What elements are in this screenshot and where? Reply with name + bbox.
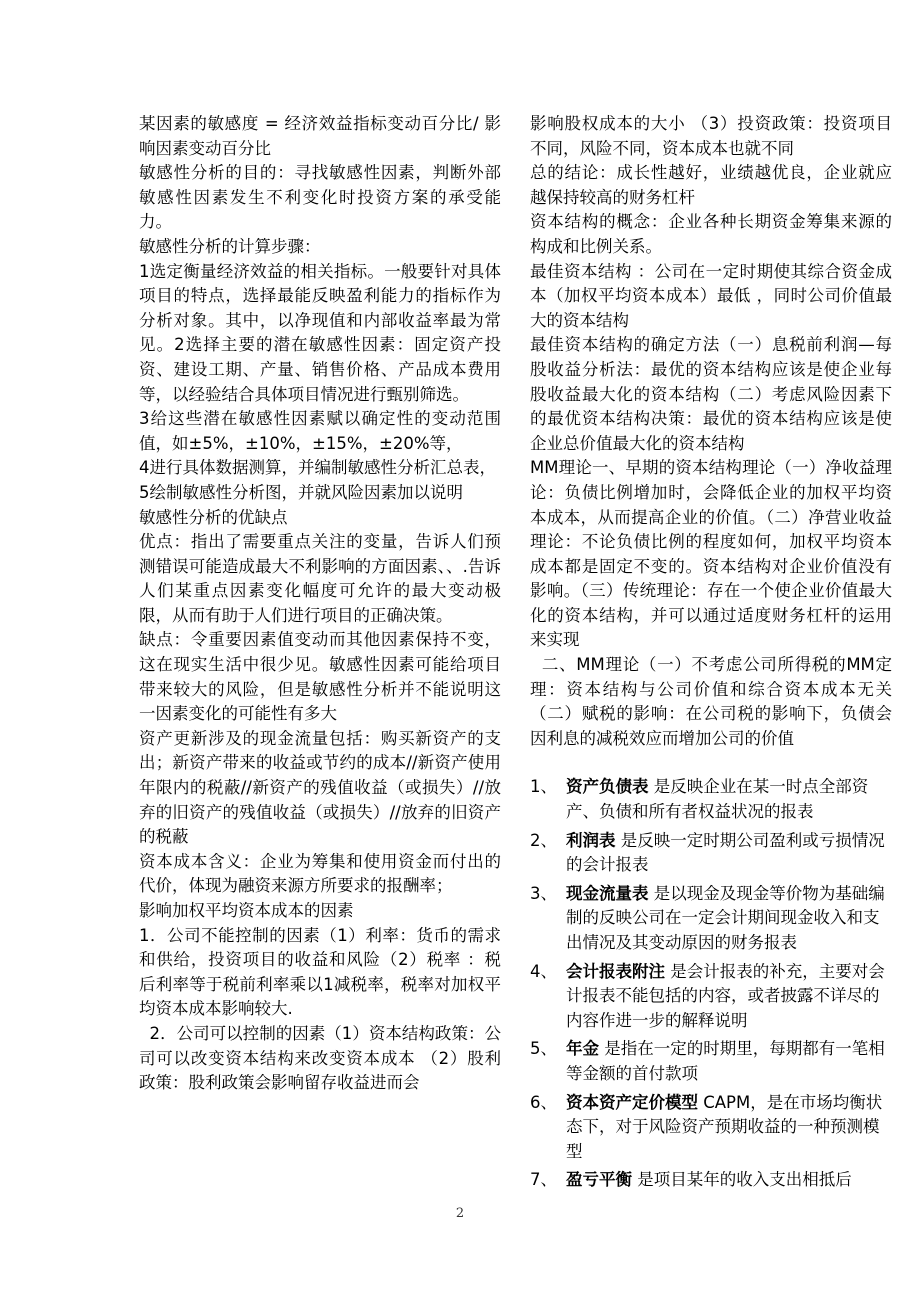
definition-term: 利润表	[566, 830, 616, 850]
cost-of-capital-definition: 资本成本含义：企业为筹集和使用资金而付出的代价，体现为融资来源方所要求的报酬率；	[139, 851, 501, 896]
definition-text: 是反映企业在某一时点全部资产、负债和所有者权益状况的报表	[566, 777, 869, 822]
uncontrollable-factors: 1．公司不能控制的因素（1）利率：货币的需求和供给，投资项目的收益和风险（2）税率 ：税后利率等于税前利率乘以1减税率，税率对加权平均资本成本影响较大.	[139, 925, 501, 1019]
definition-number: 4、	[530, 961, 557, 981]
step-4: 4进行具体数据测算，并编制敏感性分析汇总表，	[139, 458, 496, 478]
definition-text: 是指在一定的时期里，每期都有一笔相等金额的首付款项	[566, 1039, 885, 1083]
sensitivity-formula: 某因素的敏感度 = 经济效益指标变动百分比/ 影响因素变动百分比	[139, 114, 501, 158]
step-5: 5绘制敏感性分析图，并就风险因素加以说明	[139, 482, 463, 502]
mm-theory-part-two: 二、MM理论（一）不考虑公司所得税的MM定理：资本结构与公司价值和综合资本成本无关（二）赋税的影响：在公司税的影响下，负债会因利息的减税效应而增加公司的价值	[530, 655, 892, 748]
calculation-steps-heading: 敏感性分析的计算步骤：	[139, 236, 321, 256]
definition-term: 资本资产定价模型	[566, 1092, 698, 1112]
definition-text: 是项目某年的收入支出相抵后	[637, 1170, 852, 1190]
definition-term: 年金	[566, 1039, 599, 1059]
mm-theory-early: MM理论一、早期的资本结构理论（一）净收益理论：负债比例增加时，会降低企业的加权平均资本成本，从而提高企业的价值。（二）净营业收益理论：不论负债比例的程度如何，加权平均资本成本都是固定不变的。资本结构对企业价值没有影响。（三）传统理论：存在一个使企业价值最大化的资本结构，并可以通过适度财务杠杆的运用来实现	[530, 458, 892, 650]
definition-item	[530, 960, 892, 1034]
wacc-factors-heading: 影响加权平均资本成本的因素	[139, 901, 354, 920]
definition-number: 1、	[530, 777, 557, 797]
definition-number: 7、	[530, 1170, 557, 1190]
definition-number: 5、	[530, 1039, 557, 1059]
definition-number: 3、	[530, 883, 557, 903]
controllable-factors: 2．公司可以控制的因素（1）资本结构政策：公司可以改变资本结构来改变资本成本 （2）股利政策：股利政策会影响留存收益进而会	[139, 1023, 501, 1093]
definition-term: 资产负债表	[566, 777, 649, 797]
definition-text: 是以现金及现金等价物为基础编制的反映公司在一定会计期间现金收入和支出情况及其变动原因的财务报表	[566, 883, 885, 952]
definition-item	[530, 1168, 892, 1193]
definition-term: 会计报表附注	[566, 961, 665, 981]
definition-text: 是反映一定时期公司盈利或亏损情况的会计报表	[566, 830, 885, 875]
definition-item	[530, 1091, 892, 1165]
definition-item	[530, 882, 892, 956]
definition-term: 现金流量表	[566, 883, 649, 903]
definition-item	[530, 775, 892, 824]
asset-renewal-cashflow: 资产更新涉及的现金流量包括：购买新资产的支出；新资产带来的收益或节约的成本//新资产使用年限内的税蔽//新资产的残值收益（或损失）//放弃的旧资产的残值收益（或损失）//放弃的旧资产的税蔽	[139, 728, 501, 847]
page-number: 2	[455, 1206, 465, 1221]
investment-policy: 影响股权成本的大小 （3）投资政策：投资项目不同，风险不同，资本成本也就不同	[530, 114, 892, 158]
disadvantages: 缺点：令重要因素值变动而其他因素保持不变，这在现实生活中很少见。敏感性因素可能给项目带来较大的风险，但是敏感性分析并不能说明这一因素变化的可能性有多大	[139, 630, 501, 724]
definition-item	[530, 829, 892, 878]
capital-structure-concept: 资本结构的概念：企业各种长期资金筹集来源的构成和比例关系。	[530, 212, 892, 256]
overall-conclusion: 总的结论：成长性越好，业绩越优良，企业就应越保持较高的财务杠杆	[530, 163, 892, 207]
pros-cons-heading: 敏感性分析的优缺点	[139, 507, 288, 527]
optimal-structure-methods: 最佳资本结构的确定方法（一）息税前利润—每股收益分析法：最优的资本结构应该是使企业每股收益最大化的资本结构（二）考虑风险因素下的最优资本结构决策：最优的资本结构应该是使企业总价值最大化的资本结构	[530, 335, 892, 453]
step-3: 3给这些潜在敏感性因素赋以确定性的变动范围值，如±5%，±10%，±15%，±20%等，	[139, 409, 501, 453]
definition-number: 2、	[530, 830, 557, 850]
steps-1-2: 1选定衡量经济效益的相关指标。一般要针对具体项目的特点，选择最能反映盈利能力的指标作为分析对象。其中，以净现值和内部收益率最为常见。2选择主要的潜在敏感性因素：固定资产投资、建设工期、产量、销售价格、产品成本费用等，以经验结合具体项目情况进行甄别筛选。	[139, 261, 501, 404]
paragraph-gap	[530, 751, 892, 775]
definition-item	[530, 1037, 892, 1086]
sensitivity-purpose: 敏感性分析的目的：寻找敏感性因素，判断外部敏感性因素发生不利变化时投资方案的承受能力。	[139, 163, 501, 232]
definition-number: 6、	[530, 1092, 557, 1112]
left-column	[139, 112, 501, 1096]
definition-text: 是会计报表的补充，主要对会计报表不能包括的内容，或者披露不详尽的内容作进一步的解释说明	[566, 961, 885, 1030]
definition-term: 盈亏平衡	[566, 1170, 632, 1190]
optimal-capital-structure: 最佳资本结构 ：公司在一定时期使其综合资金成本（加权平均资本成本）最低 ，同时公司价值最大的资本结构	[530, 261, 892, 330]
definition-text: CAPM，是在市场均衡状态下，对于风险资产预期收益的一种预测模型	[566, 1092, 883, 1161]
right-column	[530, 112, 892, 1197]
definitions-list	[530, 775, 892, 1193]
advantages: 优点：指出了需要重点关注的变量，告诉人们预测错误可能造成最大不利影响的方面因素、、.告诉人们某重点因素变化幅度可允许的最大变动极限，从而有助于人们进行项目的正确决策。	[139, 532, 501, 625]
